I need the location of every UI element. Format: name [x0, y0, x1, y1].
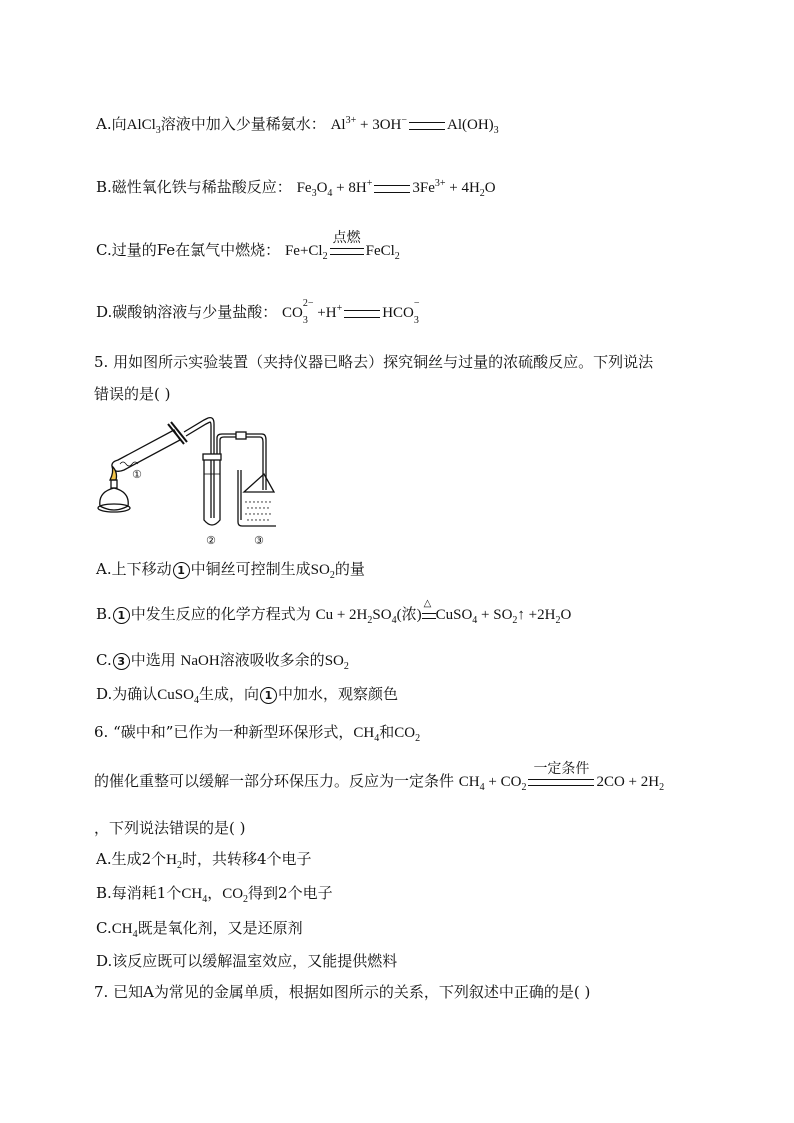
option-b-prefix: B.磁性氧化铁与稀盐酸反应：	[96, 178, 292, 196]
reaction-condition: 一定条件	[533, 761, 590, 778]
test-tube-1	[112, 418, 210, 471]
q6-option-a: A.生成2个$H_2$时，共转移4个电子	[96, 850, 312, 871]
q5-option-b-equation: $Cu + 2H_2SO_4$(浓) △ CuSO$_4$ + $SO_2↑ +2H_2O$	[315, 597, 572, 626]
q5-option-c: C. 3 中选用 NaOH溶液吸收多余的$SO_2$	[96, 651, 349, 672]
q6-option-c: $C.CH_4$既是氧化剂，又是还原剂	[96, 919, 303, 940]
beaker	[238, 470, 276, 526]
label-2: ②	[206, 534, 216, 547]
option-d-equation: CO $^{2-}$ $_3$ +H+ HCO − $_3$	[282, 297, 420, 326]
option-c-equation: $Fe+Cl_2$ 点燃 FeCl$_2$	[284, 230, 400, 262]
option-a-equation: $Al^{3+} + 3OH^-$ $Al(OH)_3$	[330, 115, 499, 136]
beaker-liquid	[245, 501, 270, 520]
option-d-prefix: D.碳酸钠溶液与少量盐酸：	[96, 303, 278, 321]
option-a-prefix: A.向	[96, 115, 127, 133]
label-3: ③	[254, 534, 264, 547]
q5-stem-line1: 5. 用如图所示实验装置（夹持仪器已略去）探究铜丝与过量的浓硫酸反应。下列说法	[94, 353, 654, 371]
option-d	[96, 297, 420, 326]
ignite-condition: 点燃	[332, 230, 361, 247]
q6-option-d: D.该反应既可以缓解温室效应，又能提供燃料	[96, 952, 398, 970]
option-a-mid: 溶液中加入少量稀氨水：	[160, 115, 326, 133]
test-tube-2	[203, 454, 221, 525]
q7-stem-line1: 7. 已知A为常见的金属单质，根据如图所示的关系，下列叙述中正确的是( )	[94, 983, 591, 1001]
alcohol-burner	[98, 466, 130, 512]
option-c	[96, 230, 400, 262]
delivery-tube	[208, 418, 214, 518]
option-b-equation: $Fe_3O_4 + 8H^+$ $3Fe^{3+} + 4H_2O$	[296, 178, 496, 199]
q5-option-a: A.上下移动 1 中铜丝可控制生成$SO_2$的量	[96, 560, 365, 581]
circle-1: 1	[173, 562, 190, 579]
q6-stem-line1: 6. “碳中和”已作为一种新型环保形式，$CH_4$和$CO_2$	[94, 723, 421, 744]
q6-stem-line2: 的催化重整可以缓解一部分环保压力。反应为一定条件 $CH_4 + CO_2$ 一定条件 $2CO + 2H_2$	[94, 761, 665, 793]
q5-stem-line2: 错误的是( )	[94, 385, 171, 403]
apparatus-figure	[96, 410, 276, 552]
option-c-prefix: C.过量的Fe在氯气中燃烧：	[96, 241, 281, 259]
q5-option-b: B. 1 中发生反应的化学方程式为 $Cu + 2H_2SO_4$(浓) △ CuSO$_4$ + $SO_2↑ +2H_2O$	[96, 597, 572, 626]
option-b	[96, 177, 496, 198]
label-1: ①	[132, 468, 142, 481]
q6-stem-line3: ，下列说法错误的是( )	[94, 819, 246, 837]
option-a: A.向AlCl$_3$溶液中加入少量稀氨水： $Al^{3+} + 3OH^-$ $Al(OH)_3$	[96, 115, 499, 136]
q5-option-d: D.为确认CuSO$_4$生成，向 1 中加水，观察颜色	[96, 685, 398, 706]
q6-option-b: B.每消耗1个$CH_4$，$CO_2$得到2个电子	[96, 884, 333, 905]
